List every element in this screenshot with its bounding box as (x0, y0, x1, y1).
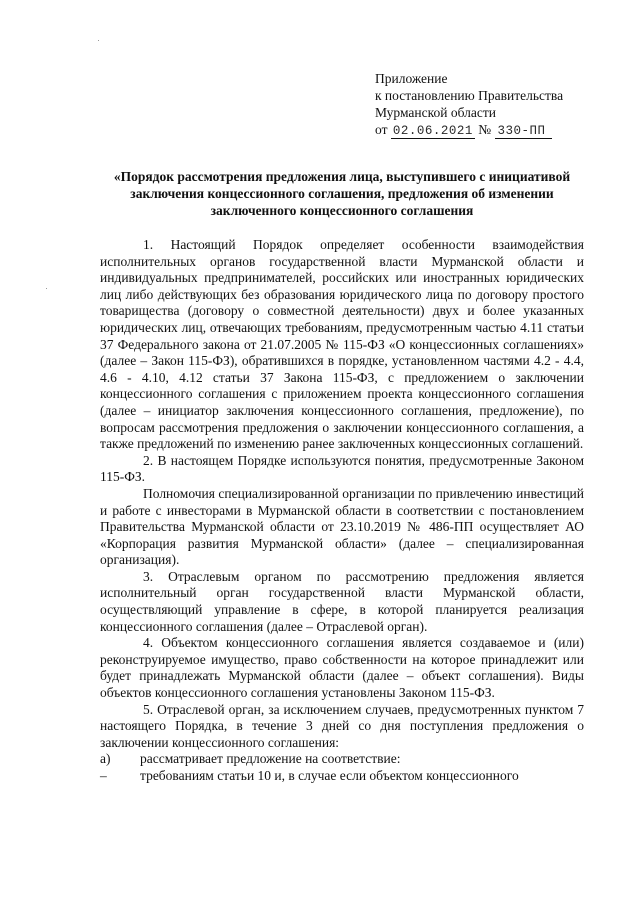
list-text: рассматривает предложение на соответствие: (140, 751, 401, 767)
appendix-label: Приложение (375, 71, 448, 86)
from-label: от (375, 122, 388, 137)
resolution-reference: к постановлению Правительства (375, 88, 564, 103)
list-item (100, 751, 584, 768)
date-number-line (375, 121, 563, 139)
scan-speck (46, 288, 47, 289)
paragraph-3: Полномочия специализированной организации по привлечению инвестиций и работе с инвесторами в Мурманской области в соответствии с постановлением Правительства Мурманской области от 23.10.2019 № 486-ПП осуществляет АО «Корпорация развития Мурманской области» (далее – специализированная организация). (100, 485, 584, 568)
region-name: Мурманской области (375, 105, 496, 120)
date-value: 02.06.2021 (392, 124, 473, 138)
number-stamp (495, 123, 552, 139)
paragraph-2: 2. В настоящем Порядке используются понятия, предусмотренные Законом 115-ФЗ. (100, 452, 584, 485)
appendix-header (375, 70, 563, 139)
paragraph-4: 3. Отраслевым органом по рассмотрению предложения является исполнительный орган государственной власти Мурманской области, осуществляющий управление в сфере, в которой планируется реализация концессионного соглашения (далее – Отраслевой орган). (100, 568, 584, 634)
scan-speck (98, 40, 99, 41)
number-label: № (478, 122, 492, 137)
list-marker: а) (100, 751, 111, 767)
list-text: требованиям статьи 10 и, в случае если объектом концессионного (140, 768, 519, 783)
list-marker: – (100, 768, 107, 783)
list-item (100, 768, 584, 785)
number-value: 330-ПП (497, 124, 546, 138)
paragraph-6: 5. Отраслевой орган, за исключением случаев, предусмотренных пунктом 7 настоящего Порядка, в течение 3 дней со дня поступления предложения о заключении концессионного соглашения: (100, 701, 584, 750)
document-body (100, 237, 584, 785)
paragraph-1: 1. Настоящий Порядок определяет особенности взаимодействия исполнительных органов государственной власти Мурманской области и индивидуальных предпринимателей, российских или иностранных юридических лиц либо действующих без образования юридического лица по договору простого товарищества (договору о совместной деятельности) двух и более указанных юридических лиц, отвечающих требованиям, предусмотренным частью 4.11 статьи 37 Федерального закона от 21.07.2005 № 115-ФЗ «О концессионных соглашениях» (далее – Закон 115-ФЗ), обратившихся в порядке, установленном частями 4.2 - 4.4, 4.6 - 4.10, 4.12 статьи 37 Закона 115-ФЗ, с предложением о заключении концессионного соглашения с приложением проекта концессионного соглашения (далее – инициатор заключения концессионного соглашения, предложение), по вопросам рассмотрения предложения о заключении концессионного соглашения, а также предложений по изменению ранее заключенных концессионных соглашений. (100, 237, 584, 452)
paragraph-5: 4. Объектом концессионного соглашения является создаваемое и (или) реконструируемое имущество, право собственности на которое принадлежит или будет принадлежать Мурманской области (далее – объект соглашения). Виды объектов концессионного соглашения установлены Законом 115-ФЗ. (100, 635, 584, 701)
date-stamp (391, 123, 475, 139)
document-title: «Порядок рассмотрения предложения лица, выступившего с инициативой заключения концессионного соглашения, предложения об изменении заключенного концессионного соглашения (113, 169, 571, 218)
